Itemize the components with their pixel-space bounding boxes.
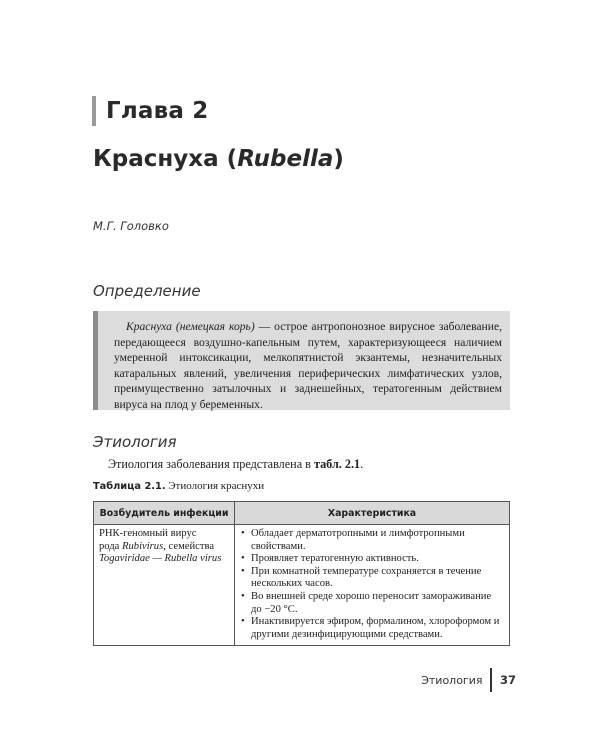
list-item: • Обладает дерматотропными и лимфотропными свойствами.: [240, 528, 504, 553]
table-caption-text: Этиология краснухи: [165, 480, 265, 492]
table-row: [94, 525, 510, 646]
running-section-title: Этиология: [421, 673, 483, 687]
pathogen-family: Togaviridae — Rubella virus: [99, 553, 222, 565]
definition-heading: Определение: [93, 282, 201, 300]
pathogen-line-1: РНК-геномный вирус: [99, 528, 197, 539]
pathogen-genus-suffix: , семейства: [163, 540, 215, 552]
page-number: 37: [499, 673, 516, 687]
list-item: • Инактивируется эфиром, формалином, хлороформом и другими дезинфицирующими средствами.: [240, 616, 504, 641]
pathogen-line-3: [99, 553, 229, 566]
table-reference: табл. 2.1: [313, 457, 361, 471]
chapter-title-latin: Rubella: [237, 146, 334, 172]
definition-box: [93, 311, 510, 410]
list-item: • При комнатной температуре сохраняется в течение нескольких часов.: [240, 566, 504, 591]
etiology-intro: [108, 457, 363, 472]
etiology-intro-end: .: [360, 457, 364, 471]
column-header-characteristics: Характеристика: [235, 502, 510, 525]
etiology-heading: Этиология: [93, 433, 177, 451]
list-item: • Во внешней среде хорошо переносит замораживание до −20 °С.: [240, 591, 504, 616]
chapter-label: [92, 96, 209, 126]
definition-paragraph: [114, 319, 502, 413]
definition-term: Краснуха (немецкая корь): [126, 320, 255, 333]
characteristics-list: [240, 528, 504, 641]
page-footer: [421, 669, 516, 691]
pathogen-genus-prefix: рода: [99, 540, 123, 552]
chapter-title-close: ): [333, 146, 344, 172]
etiology-intro-text: Этиология заболевания представлена в: [108, 457, 314, 471]
chapter-number: Глава 2: [106, 98, 209, 124]
table-caption-number: Таблица 2.1.: [93, 481, 166, 492]
chapter-marker-bar: [92, 96, 96, 126]
characteristics-cell: [235, 525, 510, 646]
etiology-table: [93, 501, 510, 646]
list-item: • Проявляет тератогенную активность.: [240, 553, 504, 566]
pathogen-line-2: [99, 541, 229, 554]
table-header-row: [94, 502, 510, 525]
column-header-pathogen: Возбудитель инфекции: [94, 502, 235, 525]
table-caption: [93, 480, 264, 492]
chapter-title: [93, 146, 344, 172]
footer-divider: [490, 668, 492, 692]
definition-text: — острое антропонозное вирусное заболевание, передающееся воздушно-капельным путем, характеризующееся наличием умеренной интоксикации, мелкопятнистой экзантемы, незначительных катаральных явлений, увеличения периферических лимфатических узлов, преимущественно затылочных и заднешейных, тератогенным действием вируса на плод у беременных.: [114, 320, 502, 411]
pathogen-genus: Rubivirus: [122, 540, 164, 552]
pathogen-cell: [94, 525, 235, 646]
chapter-title-main: Краснуха (: [93, 146, 238, 172]
author: М.Г. Головко: [93, 219, 169, 233]
